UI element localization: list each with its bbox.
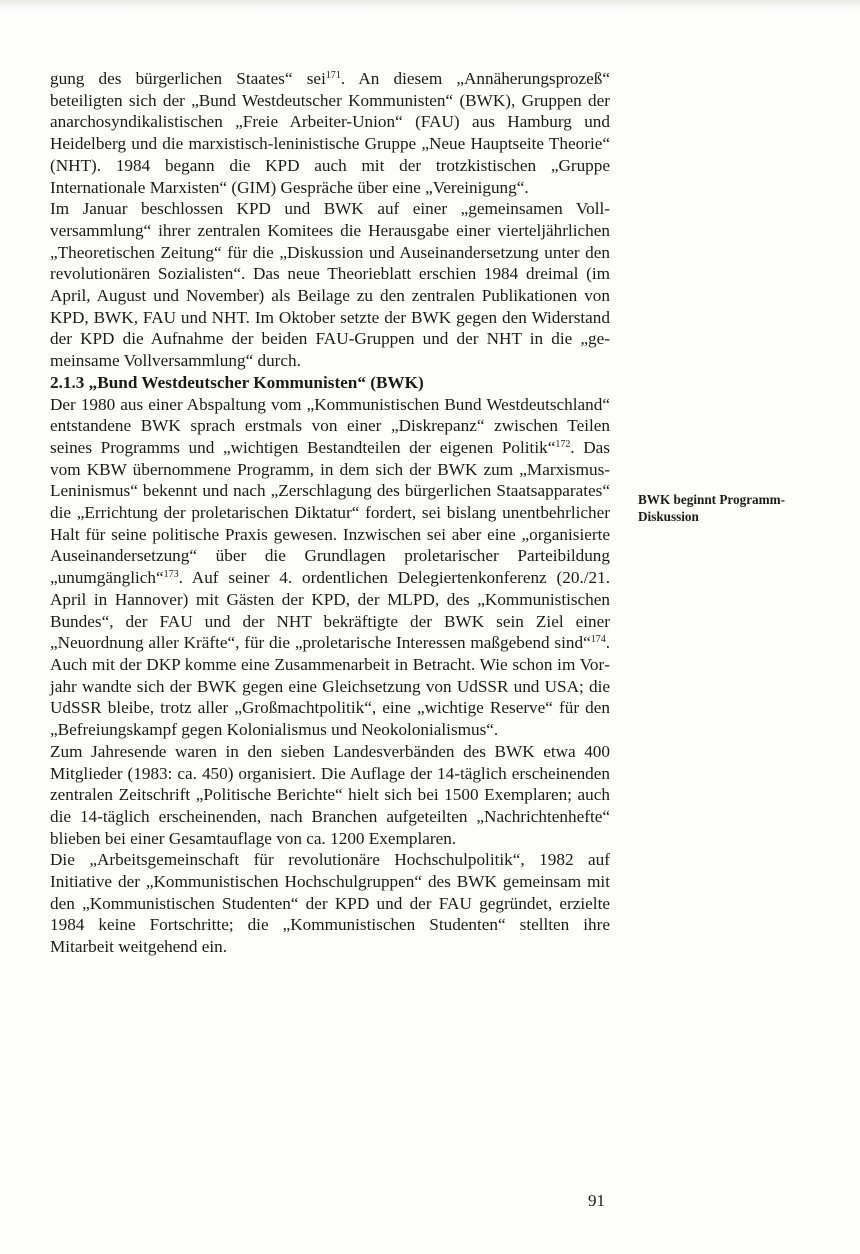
footnote-ref-173: 173 xyxy=(163,569,179,581)
paragraph-1-text-b: . An diesem „Annäherungsprozeß“ beteiligten sich der „Bund Westdeutscher Kommunisten“ (BWK), Gruppen der anarchosyndikalistischen „Freie Arbeiter-Union“ (FAU) aus Hamburg und Heidelberg und die marxistisch-leninistische Gruppe „Neue Hauptseite Theorie“ (NHT). 1984 begann die KPD auch mit der trotzkistischen „Gruppe Internationale Marxisten“ (GIM) Gespräche über eine „Vereinigung“. xyxy=(50,69,611,197)
paragraph-2: Im Januar beschlossen KPD und BWK auf einer „gemeinsamen Vollversammlung“ ihrer zentralen Komitees die Herausgabe einer vierteljährlichen „Theoretischen Zeitung“ für die „Diskussion und Auseinandersetzung unter den revolutionären Sozialisten“. Das neue Theorieblatt erschien 1984 dreimal (im April, August und November) als Beilage zu den zentralen Publikationen von KPD, BWK, FAU und NHT. Im Oktober setzte der BWK gegen den Widerstand der KPD die Aufnahme der beiden FAU-Gruppen und der NHT in die „gemeinsame Vollversammlung“ durch. xyxy=(50,199,610,371)
margin-note: BWK beginnt Programm-Diskussion xyxy=(638,492,786,524)
paragraph-1-text-a: gung des bürgerlichen Staates“ sei xyxy=(50,69,326,88)
paragraph-3-text-c: . Auf seiner 4. ordentlichen Delegiertenkonferenz (20./21. April in Hannover) mit Gästen der KPD, der MLPD, des „Kommunistischen Bundes“, der FAU und der NHT bekräftigte der BWK sein Ziel einer „Neuordnung aller Kräfte“, für die „proletarische Interessen maßgebend sind“ xyxy=(50,568,610,653)
paragraph-3-text-a: Der 1980 aus einer Abspaltung vom „Kommunistischen Bund Westdeutschland“ entstandene BWK sprach erstmals von einer „Diskrepanz“ zwischen Teilen seines Programms und „wichtigen Bestandteilen der eigenen Politik“ xyxy=(50,394,610,457)
paragraph-3 xyxy=(50,394,610,741)
paragraph-5: Die „Arbeitsgemeinschaft für revolutionäre Hochschulpolitik“, 1982 auf Initiative der „Kommunistischen Hochschulgruppen“ des BWK gemeinsam mit den „Kommunistischen Studenten“ der KPD und der FAU gegründet, erzielte 1984 keine Fortschritte; die „Kommunistischen Studenten“ stellten ihre Mitarbeit weitgehend ein. xyxy=(50,850,610,957)
scan-edge-shadow xyxy=(0,0,860,10)
paragraph-3-text-b: . Das vom KBW übernommene Programm, in dem sich der BWK zum „Marxismus-Leninismus“ bekennt und nach „Zerschlagung des bürgerlichen Staatsapparates“ die „Errichtung der proletarischen Diktatur“ fordert, sei bislang unentbehrlicher Halt für seine politische Praxis gewesen. Inzwischen sei aber eine „organisierte Auseinandersetzung“ über die Grundlagen proletarischer Parteibildung „unumgänglich“ xyxy=(50,437,610,588)
paragraph-3-text-d: . Auch mit der DKP komme eine Zusammenarbeit in Betracht. Wie schon im Vorjahr wandte sich der BWK gegen eine Gleichsetzung von UdSSR und USA; die UdSSR bleibe, trotz aller „Großmachtpolitik“, eine „wichtige Reserve“ für den „Befreiungskampf gegen Kolonialismus und Neokolonialismus“. xyxy=(50,633,610,740)
page-number: 91 xyxy=(588,1191,605,1210)
paragraph-4: Zum Jahresende waren in den sieben Landesverbänden des BWK etwa 400 Mitglieder (1983: ca. 450) organisiert. Die Auflage der 14-täglich erscheinenden zentralen Zeitschrift „Politische Berichte“ hielt sich bei 1500 Exemplaren; auch die 14-täglich erscheinenden, nach Branchen aufgeteilten „Nachrichtenhefte“ blieben bei einer Gesamtauflage von ca. 1200 Exemplaren. xyxy=(50,741,610,848)
footnote-ref-174: 174 xyxy=(590,634,606,646)
footnote-ref-172: 172 xyxy=(555,438,571,450)
paragraph-1 xyxy=(50,68,610,198)
footnote-ref-171: 171 xyxy=(325,70,341,81)
section-heading: 2.1.3 „Bund Westdeutscher Kommunisten“ (BWK) xyxy=(50,372,424,392)
body-text xyxy=(50,68,610,958)
